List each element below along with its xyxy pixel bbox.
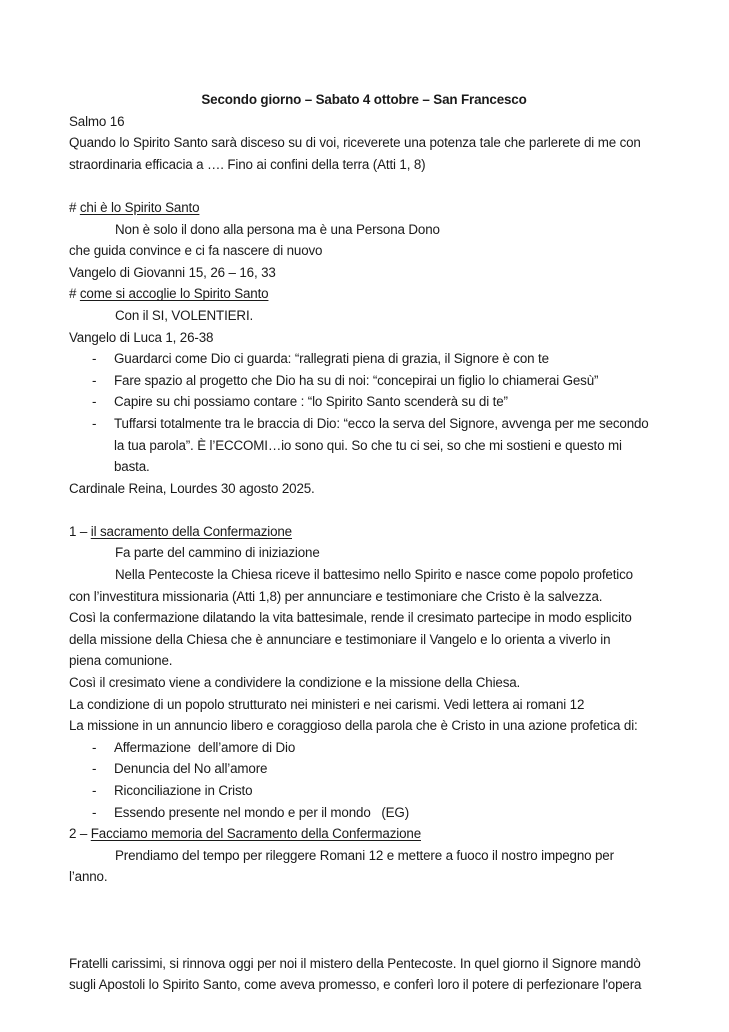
heading-text: come si accoglie lo Spirito Santo: [79, 286, 269, 302]
blank-line: [69, 888, 669, 910]
paragraph-line: Nella Pentecoste la Chiesa riceve il battesimo nello Spirito e nasce come popolo profetico: [115, 567, 633, 583]
section-number: 1 –: [69, 523, 91, 539]
bullet-dash: -: [92, 394, 97, 410]
paragraph-line: piena comunione.: [69, 653, 173, 669]
list-item-text: Fare spazio al progetto che Dio ha su di noi: “concepirai un figlio lo chiamerai Gesù”: [114, 372, 599, 388]
section-heading-2: [69, 823, 669, 845]
list-item: [69, 737, 659, 759]
list-item: [69, 802, 659, 824]
list-item-text-line: la tua parola”. È l’ECCOMI…io sono qui. So che tu ci sei, so che mi sostieni e questo mi: [114, 437, 622, 453]
heading-text: chi è lo Spirito Santo: [79, 199, 200, 215]
list-item-text-line: basta.: [114, 459, 150, 475]
paragraph-line: La condizione di un popolo strutturato nei ministeri e nei carismi. Vedi lettera ai romani 12: [69, 696, 585, 712]
section-heading-how: [69, 283, 669, 305]
hash-marker: #: [69, 199, 80, 215]
bullet-dash: -: [92, 351, 97, 367]
list-item: [69, 370, 659, 392]
list-item-text: Denuncia del No all’amore: [114, 761, 268, 777]
quote-line: straordinaria efficacia a …. Fino ai confini della terra (Atti 1, 8): [69, 156, 426, 172]
blank-line: [69, 499, 669, 521]
closing-line: sugli Apostoli lo Spirito Santo, come aveva promesso, e conferì loro il potere di perfezionare l'opera: [69, 977, 642, 993]
list-item: [69, 758, 659, 780]
list-item: [69, 348, 659, 370]
list-item-text: Essendo presente nel mondo e per il mondo (EG): [114, 804, 409, 820]
bullet-dash: -: [92, 739, 97, 755]
hash-marker: #: [69, 286, 80, 302]
blank-line: [69, 931, 669, 953]
list-item-text: Guardarci come Dio ci guarda: “rallegrati piena di grazia, il Signore è con te: [114, 351, 549, 367]
paragraph-line: Così il cresimato viene a condividere la condizione e la missione della Chiesa.: [69, 675, 521, 691]
paragraph-line: con l’investitura missionaria (Atti 1,8) per annunciare e testimoniare che Cristo è la salvezza.: [69, 588, 603, 604]
paragraph-line: che guida convince e ci fa nascere di nuovo: [69, 243, 323, 259]
list-item-text: Capire su chi possiamo contare : “lo Spirito Santo scenderà su di te”: [114, 394, 508, 410]
list-item: [69, 780, 659, 802]
list-item-text-line: Tuffarsi totalmente tra le braccia di Dio: “ecco la serva del Signore, avvenga per me secondo: [114, 415, 649, 431]
document-title: Secondo giorno – Sabato 4 ottobre – San Francesco: [201, 92, 527, 107]
bullet-dash: -: [92, 372, 97, 388]
heading-text: il sacramento della Confermazione: [90, 523, 292, 539]
paragraph-line: della missione della Chiesa che è annunciare e testimoniare il Vangelo e lo orienta a viverlo in: [69, 631, 611, 647]
psalm-reference: Salmo 16: [69, 113, 125, 129]
list-item: [69, 413, 659, 478]
paragraph-line: Fa parte del cammino di iniziazione: [115, 545, 320, 561]
list-item-text: Affermazione dell’amore di Dio: [114, 739, 296, 755]
section-heading-who: [69, 197, 669, 219]
list-item-text: Riconciliazione in Cristo: [114, 783, 253, 798]
gospel-reference: Vangelo di Giovanni 15, 26 – 16, 33: [69, 264, 276, 280]
blank-line: [69, 175, 669, 197]
attribution: Cardinale Reina, Lourdes 30 agosto 2025.: [69, 480, 315, 496]
closing-line: Fratelli carissimi, si rinnova oggi per noi il mistero della Pentecoste. In quel giorno il Signore mandò: [69, 955, 641, 971]
section-number: 2 –: [69, 826, 91, 842]
document-page: [69, 89, 669, 996]
paragraph-line: La missione in un annuncio libero e coraggioso della parola che è Cristo in una azione profetica di:: [69, 718, 638, 734]
paragraph-line: Prendiamo del tempo per rileggere Romani 12 e mettere a fuoco il nostro impegno per: [115, 847, 614, 863]
bullet-dash: -: [92, 783, 97, 798]
paragraph-line: l’anno.: [69, 869, 108, 885]
heading-text: Facciamo memoria del Sacramento della Confermazione: [90, 826, 421, 842]
list-item: [69, 391, 659, 413]
quote-line: Quando lo Spirito Santo sarà disceso su di voi, riceverete una potenza tale che parlerete di me con: [69, 135, 641, 151]
paragraph-line: Così la confermazione dilatando la vita battesimale, rende il cresimato partecipe in modo esplicito: [69, 610, 632, 626]
bullet-dash: -: [92, 804, 97, 820]
section-heading-1: [69, 521, 669, 543]
paragraph-line: Non è solo il dono alla persona ma è una Persona Dono: [115, 221, 440, 237]
bullet-dash: -: [92, 761, 97, 777]
paragraph-line: Con il SI, VOLENTIERI.: [115, 307, 254, 323]
gospel-reference: Vangelo di Luca 1, 26-38: [69, 329, 214, 345]
bullet-dash: -: [92, 415, 97, 431]
blank-line: [69, 910, 669, 932]
